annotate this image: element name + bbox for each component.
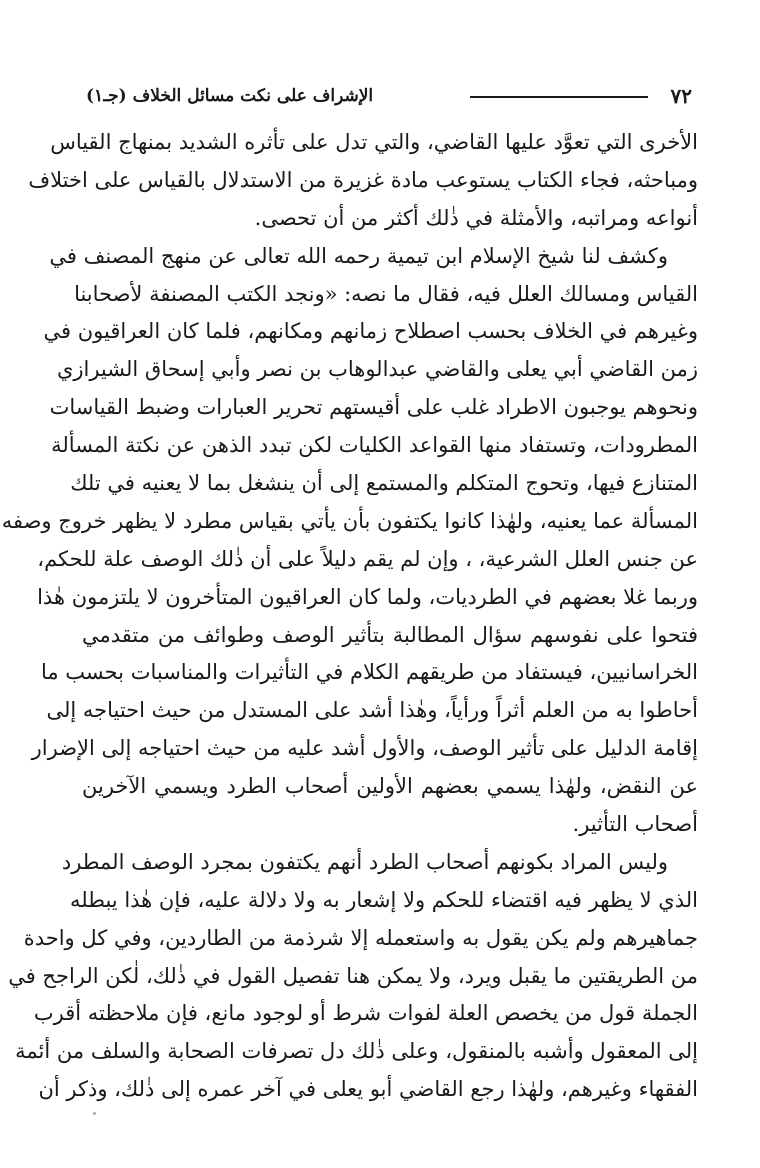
text-line: عن جنس العلل الشرعية، ، وإن لم يقم دليلاً على أن ذٰلك الوصف علة للحكم، [37, 546, 698, 571]
text-line: فتحوا على نفوسهم سؤال المطالبة بتأثير الوصف وطوائف من متقدمي [82, 622, 698, 647]
body-text [1, 124, 698, 1109]
text-line: إقامة الدليل على تأثير الوصف، والأول أشد عليه من حيث احتياجه إلى الإضرار [31, 736, 698, 761]
text-line: جماهيرهم ولم يكن يقول به واستعمله إلا شرذمة من الطاردين، وفي كل واحدة [23, 925, 698, 950]
text-line: ونحوهم يوجبون الاطراد غلب على أقيستهم تحرير العبارات وضبط القياسات [49, 395, 698, 420]
text-line: المسألة عما يعنيه، ولهٰذا كانوا يكتفون بأن يأتي بقياس مطرد لا يظهر خروج وصفه [1, 508, 698, 533]
text-line: أحاطوا به من العلم أثراً ورأياً، وهٰذا أشد على المستدل من حيث احتياجه إلى [46, 698, 698, 723]
text-line: الفقهاء وغيرهم، ولهٰذا رجع القاضي أبو يعلى في آخر عمره إلى ذٰلك، وذكر أن [38, 1077, 698, 1102]
text-line: من الطريقتين ما يقبل ويرد، ولا يمكن هنا تفصيل القول في ذٰلك، لٰكن الراجح في [8, 963, 698, 988]
text-line: أنواعه ومراتبه، والأمثلة في ذٰلك أكثر من أن تحصى. [254, 205, 698, 230]
page-number: ٧٢ [670, 84, 692, 108]
text-line: المتنازع فيها، وتحوج المتكلم والمستمع إلى أن ينشغل بما لا يعنيه في تلك [70, 471, 698, 496]
text-line: الخراسانيين، فيستفاد من طريقهم الكلام في التأثيرات والمناسبات بحسب ما [40, 660, 698, 685]
scan-speck [93, 1112, 96, 1115]
text-line: ومباحثه، فجاء الكتاب يستوعب مادة غزيرة من الاستدلال بالقياس على اختلاف [28, 167, 698, 192]
text-line: زمن القاضي أبي يعلى والقاضي عبدالوهاب بن نصر وأبي إسحاق الشيرازي [56, 357, 698, 382]
text-line: الأخرى التي تعوَّد عليها القاضي، والتي تدل على تأثره الشديد بمنهاج القياس [50, 130, 698, 154]
book-title: الإشراف على نكت مسائل الخلاف (جـ١) [86, 86, 374, 106]
text-line: وغيرهم في الخلاف بحسب اصطلاح زمانهم ومكانهم، فلما كان العراقيون في [43, 319, 698, 344]
text-line: وربما غلا بعضهم في الطرديات، ولما كان العراقيون المتأخرون لا يلتزمون هٰذا [37, 584, 698, 609]
text-line: المطرودات، وتستفاد منها القواعد الكليات لكن تبدد الذهن عن نكتة المسألة [51, 433, 698, 458]
text-line: أصحاب التأثير. [572, 812, 698, 837]
paragraph-start: وكشف لنا شيخ الإسلام ابن تيمية رحمه الله تعالى عن منهج المصنف في [49, 243, 668, 268]
text-line: الذي لا يظهر فيه اقتضاء للحكم ولا إشعار به ولا دلالة عليه، فإن هٰذا يبطله [70, 887, 698, 912]
header-rule [470, 96, 648, 98]
text-line: القياس ومسالك العلل فيه، فقال ما نصه: «ونجد الكتب المصنفة لأصحابنا [74, 281, 698, 306]
text-line: عن النقض، ولهٰذا يسمي بعضهم الأولين أصحاب الطرد ويسمي الآخرين [82, 774, 698, 799]
running-header [86, 84, 692, 110]
text-line: إلى المعقول وأشبه بالمنقول، وعلى ذٰلك دل تصرفات الصحابة والسلف من أئمة [15, 1039, 698, 1064]
paragraph-start: وليس المراد بكونهم أصحاب الطرد أنهم يكتفون بمجرد الوصف المطرد [61, 849, 668, 874]
text-line: الجملة قول من يخصص العلة لفوات شرط أو لوجود مانع، فإن ملاحظته أقرب [33, 1001, 698, 1026]
